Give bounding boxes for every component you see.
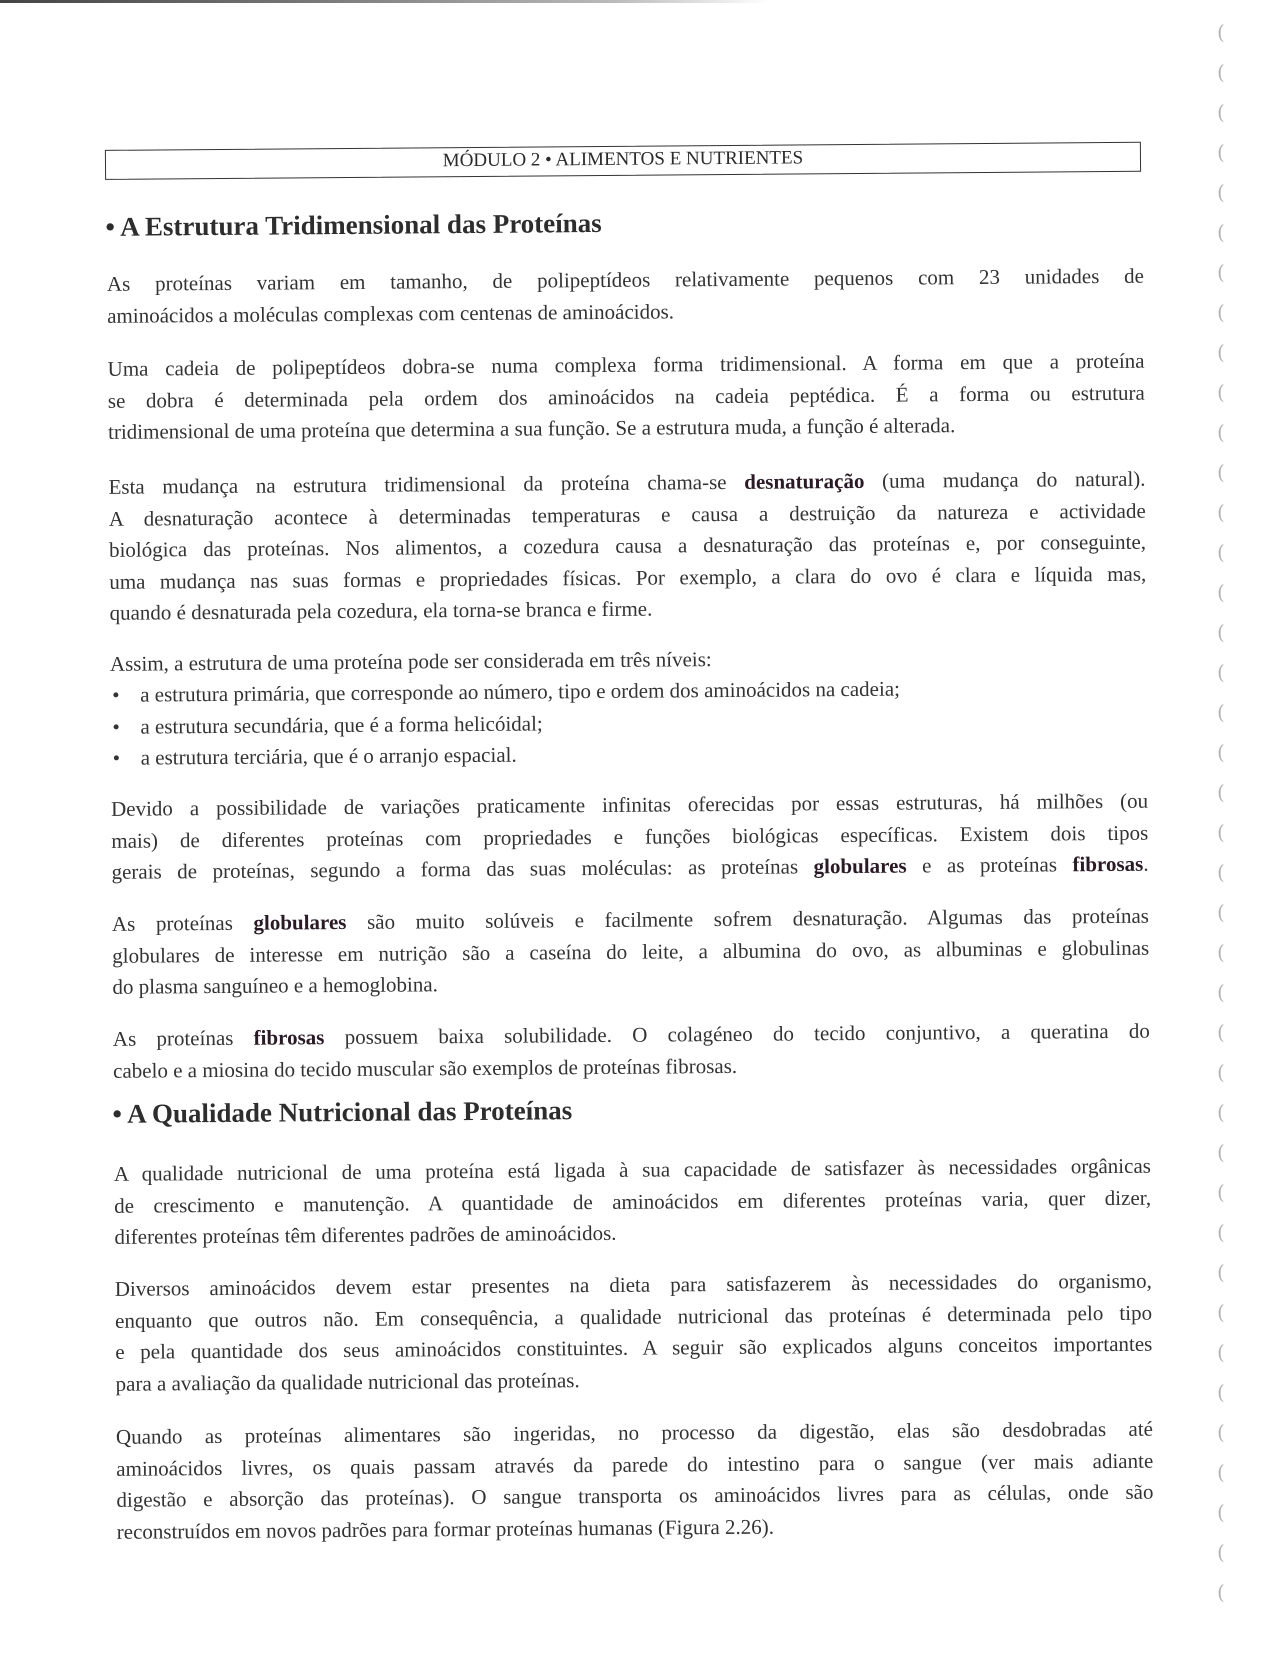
- binding-hole-mark: (: [1217, 1300, 1225, 1324]
- list-item-text: a estrutura secundária, que é a forma helicóidal;: [140, 710, 543, 739]
- paragraph-tamanho: [107, 261, 1144, 332]
- text-line: aminoácidos a moléculas complexas com centenas de aminoácidos.: [107, 298, 675, 328]
- binding-hole-mark: (: [1217, 1420, 1225, 1444]
- binding-hole-mark: (: [1217, 700, 1225, 724]
- binding-hole-mark: (: [1217, 940, 1225, 964]
- binding-hole-mark: (: [1217, 1100, 1225, 1124]
- binding-hole-mark: (: [1217, 420, 1225, 444]
- term-globulares: globulares: [253, 909, 347, 935]
- paragraph-fibrosas: [113, 1016, 1150, 1087]
- binding-hole-mark: (: [1217, 140, 1225, 164]
- binding-hole-mark: (: [1217, 100, 1225, 124]
- binding-hole-mark: (: [1217, 260, 1225, 284]
- binding-hole-mark: (: [1217, 1060, 1225, 1084]
- text-run: são muito solúveis e facilmente sofrem desnaturação. Algumas das proteínas: [346, 903, 1150, 934]
- binding-hole-mark: (: [1217, 1260, 1225, 1284]
- text-line: reconstruídos em novos padrões para formar proteínas humanas (Figura 2.26).: [116, 1514, 775, 1544]
- text-line: Uma cadeia de polipeptídeos dobra-se numa complexa forma tridimensional. A forma em que a proteína: [107, 348, 1145, 381]
- text-run: .: [1143, 851, 1149, 876]
- text-line: A desnaturação acontece à determinadas temperaturas e causa a destruição da natureza e actividade: [108, 498, 1146, 531]
- binding-hole-mark: (: [1217, 1380, 1225, 1404]
- binding-hole-mark: (: [1217, 540, 1225, 564]
- text-line: do plasma sanguíneo e a hemoglobina.: [112, 972, 438, 999]
- text-run: possuem baixa solubilidade. O colagéneo do tecido conjuntivo, a queratina do: [324, 1018, 1150, 1050]
- text-run: Esta mudança na estrutura tridimensional da proteína chama-se: [108, 469, 745, 499]
- term-desnaturacao: desnaturação: [744, 468, 865, 494]
- paragraph-desnaturacao: [108, 464, 1146, 630]
- text-line: e pela quantidade dos seus aminoácidos constituintes. A seguir são explicados alguns conceitos importantes: [115, 1331, 1153, 1364]
- paragraph-aminoacidos: [115, 1266, 1153, 1400]
- text-line: de crescimento e manutenção. A quantidade de aminoácidos em diferentes proteínas varia, quer dizer,: [114, 1185, 1152, 1218]
- binding-hole-mark: (: [1217, 620, 1225, 644]
- term-fibrosas: fibrosas: [1072, 851, 1144, 877]
- binding-hole-mark: (: [1217, 220, 1225, 244]
- text-line: diferentes proteínas têm diferentes padrões de aminoácidos.: [114, 1220, 617, 1249]
- binding-hole-mark: (: [1217, 660, 1225, 684]
- binding-hole-mark: (: [1217, 1580, 1225, 1604]
- list-item-text: a estrutura primária, que corresponde ao número, tipo e ordem dos aminoácidos na cadeia;: [140, 676, 901, 707]
- binding-hole-mark: (: [1217, 460, 1225, 484]
- binding-hole-mark: (: [1217, 180, 1225, 204]
- bullet-icon: •: [112, 714, 120, 739]
- binding-hole-mark: (: [1217, 1220, 1225, 1244]
- text-line: quando é desnaturada pela cozedura, ela torna-se branca e firme.: [109, 596, 653, 625]
- bullet-icon: •: [112, 682, 120, 707]
- binding-hole-mark: (: [1217, 1540, 1225, 1564]
- binding-hole-mark: (: [1217, 900, 1225, 924]
- text-run: (uma mudança do natural).: [864, 466, 1146, 493]
- list-item-text: a estrutura terciária, que é o arranjo espacial.: [140, 742, 517, 770]
- term-fibrosas: fibrosas: [253, 1025, 325, 1050]
- text-run: As proteínas: [112, 1025, 254, 1051]
- module-header-label: MÓDULO 2 • ALIMENTOS E NUTRIENTES: [442, 147, 804, 172]
- text-line: cabelo e a miosina do tecido muscular são exemplos de proteínas fibrosas.: [113, 1053, 738, 1083]
- text-line: uma mudança nas suas formas e propriedades físicas. Por exemplo, a clara do ovo é clara e líquida mas,: [109, 561, 1147, 594]
- binding-hole-mark: (: [1217, 500, 1225, 524]
- text-line: A qualidade nutricional de uma proteína está ligada à sua capacidade de satisfazer às necessidades orgânicas: [113, 1153, 1151, 1186]
- binding-hole-mark: (: [1217, 300, 1225, 324]
- paragraph-globulares: [112, 901, 1150, 1004]
- text-line: Diversos aminoácidos devem estar presentes na dieta para satisfazerem às necessidades do organismo,: [114, 1268, 1152, 1301]
- section-title-estrutura: • A Estrutura Tridimensional das Proteínas: [105, 207, 602, 242]
- binding-hole-mark: (: [1217, 1140, 1225, 1164]
- binding-hole-mark: (: [1217, 60, 1225, 84]
- paragraph-qualidade: [114, 1151, 1152, 1254]
- module-header: [105, 142, 1141, 180]
- text-line: aminoácidos livres, os quais passam através da parede do intestino para o sangue (ver mais adiante: [116, 1448, 1154, 1481]
- binding-hole-mark: (: [1217, 1020, 1225, 1044]
- text-run: e as proteínas: [906, 852, 1073, 878]
- section-title-qualidade: • A Qualidade Nutricional das Proteínas: [112, 1095, 573, 1129]
- binding-hole-mark: (: [1217, 820, 1225, 844]
- text-line: As proteínas variam em tamanho, de polipeptídeos relativamente pequenos com 23 unidades de: [106, 263, 1144, 296]
- text-line: biológica das proteínas. Nos alimentos, a cozedura causa a desnaturação das proteínas e, por conseguinte,: [108, 529, 1147, 562]
- structure-levels-list: [110, 672, 1148, 775]
- text-line: digestão e absorção das proteínas). O sangue transporta os aminoácidos livres para as células, onde são: [116, 1479, 1154, 1512]
- binding-hole-mark: (: [1217, 1500, 1225, 1524]
- text-line: Quando as proteínas alimentares são ingeridas, no processo da digestão, elas são desdobradas até: [115, 1416, 1154, 1449]
- text-line: mais) de diferentes proteínas com propriedades e funções biológicas específicas. Existem dois tipos: [111, 820, 1149, 853]
- text-line: Assim, a estrutura de uma proteína pode ser considerada em três níveis:: [109, 647, 712, 676]
- binding-hole-mark: (: [1217, 780, 1225, 804]
- binding-hole-mark: (: [1217, 1180, 1225, 1204]
- binding-hole-mark: (: [1217, 860, 1225, 884]
- binding-hole-mark: (: [1217, 380, 1225, 404]
- paragraph-digestao: [116, 1414, 1154, 1548]
- binding-hole-mark: (: [1217, 1340, 1225, 1364]
- paragraph-cadeia: [107, 346, 1145, 449]
- text-line: globulares de interesse em nutrição são a caseína do leite, a albumina do ovo, as albuminas e globulinas: [112, 935, 1150, 968]
- text-run: As proteínas: [111, 910, 254, 936]
- text-line: tridimensional de uma proteína que determina a sua função. Se a estrutura muda, a função é alterada.: [107, 413, 956, 444]
- term-globulares: globulares: [813, 853, 907, 879]
- text-line: Devido a possibilidade de variações praticamente infinitas oferecidas por essas estruturas, há milhões (ou: [110, 788, 1149, 821]
- binding-hole-mark: (: [1217, 340, 1225, 364]
- text-line: enquanto que outros não. Em consequência, a qualidade nutricional das proteínas é determinada pelo tipo: [114, 1300, 1153, 1333]
- binding-hole-mark: (: [1217, 1460, 1225, 1484]
- paragraph-variacoes: [111, 786, 1149, 889]
- binding-hole-mark: (: [1217, 980, 1225, 1004]
- list-item: [111, 735, 1148, 775]
- text-line: [111, 849, 1148, 889]
- binding-hole-mark: (: [1217, 580, 1225, 604]
- text-line: para a avaliação da qualidade nutricional das proteínas.: [115, 1367, 580, 1396]
- binding-holes-margin: [1205, 0, 1245, 1650]
- binding-hole-mark: (: [1217, 740, 1225, 764]
- bullet-icon: •: [112, 745, 121, 770]
- binding-hole-mark: (: [1217, 20, 1225, 44]
- text-run: gerais de proteínas, segundo a forma das suas moléculas: as proteínas: [111, 854, 814, 884]
- text-line: se dobra é determinada pela ordem dos aminoácidos na cadeia peptédica. É a forma ou estrutura: [107, 380, 1145, 413]
